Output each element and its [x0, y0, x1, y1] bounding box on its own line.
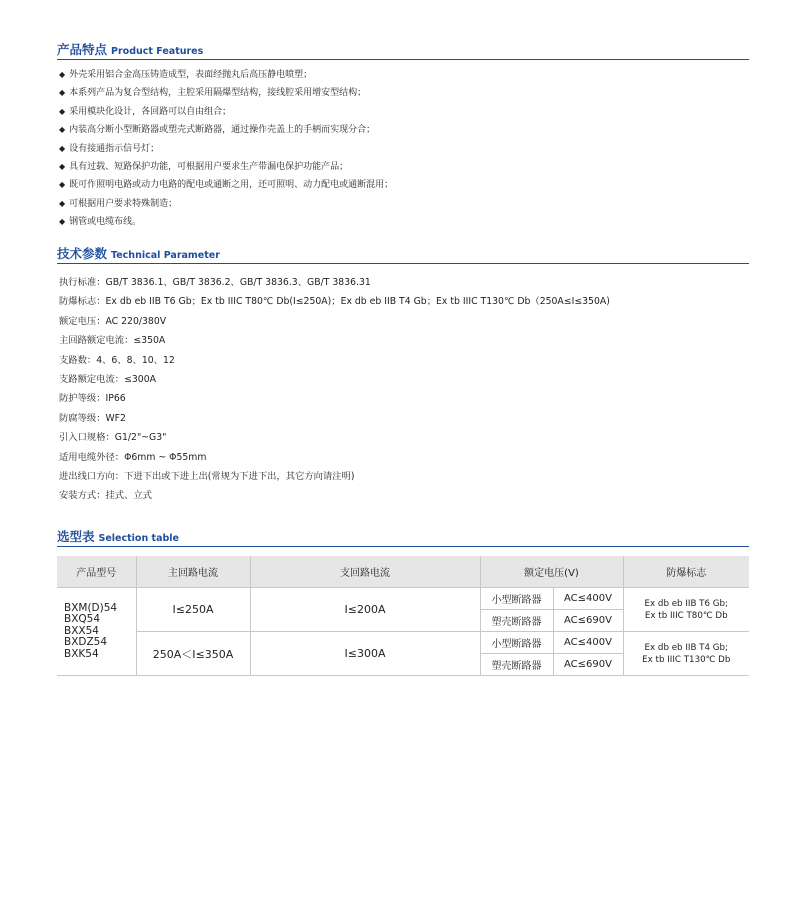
list-item: 防爆标志：Ex db eb IIB T6 Gb；Ex tb IIIC T80℃ Db(I≤250A)；Ex db eb IIB T4 Gb；Ex tb IIIC T130℃ Db（250A≤I≤350A) [59, 296, 610, 308]
table-row [57, 632, 749, 654]
model-name: BXQ54 [64, 613, 101, 626]
section-title-en: Product Features [111, 46, 204, 57]
model-name: BXX54 [64, 624, 99, 637]
diamond-bullet-icon: ◆ [59, 143, 66, 153]
main-current-cell: I≤250A [136, 588, 250, 632]
section-title-en: Selection table [98, 533, 179, 544]
list-item: 适用电缆外径：Φ6mm ~ Φ55mm [59, 451, 207, 463]
list-item: 进出线口方向：下进下出或下进上出(常规为下进下出，其它方向请注明) [59, 470, 355, 482]
main-current-cell: 250A＜I≤350A [136, 632, 250, 676]
list-item: 防护等级：IP66 [59, 393, 126, 405]
list-item: 执行标准：GB/T 3836.1、GB/T 3836.2、GB/T 3836.3、GB/T 3836.31 [59, 277, 371, 288]
selection-table [57, 556, 749, 676]
list-item: 支路额定电流：≤300A [59, 373, 156, 385]
column-header-main-current: 主回路电流 [136, 556, 250, 588]
breaker-type-cell: 塑壳断路器 [480, 654, 553, 676]
list-item: 安装方式：挂式、立式 [59, 490, 152, 502]
technical-parameter-heading [57, 243, 749, 264]
breaker-type-cell: 塑壳断路器 [480, 610, 553, 632]
diamond-bullet-icon: ◆ [59, 180, 66, 190]
breaker-type-cell: 小型断路器 [480, 588, 553, 610]
list-item: ◆ 具有过载、短路保护功能，可根据用户要求生产带漏电保护功能产品； [59, 161, 349, 172]
branch-current-cell: I≤300A [250, 632, 480, 676]
branch-current-cell: I≤200A [250, 588, 480, 632]
diamond-bullet-icon: ◆ [59, 88, 66, 98]
voltage-cell: AC≤400V [553, 588, 623, 610]
section-title-cn: 技术参数 [57, 246, 108, 261]
column-header-model: 产品型号 [57, 556, 136, 588]
voltage-cell: AC≤690V [553, 654, 623, 676]
selection-table-heading [57, 526, 749, 547]
explosion-mark-cell: Ex db eb IIB T6 Gb; Ex tb IIIC T80℃ Db [623, 588, 749, 632]
list-item: ◆ 钢管或电缆布线。 [59, 217, 142, 228]
technical-parameter-list [59, 273, 610, 506]
list-item: 主回路额定电流：≤350A [59, 335, 166, 347]
diamond-bullet-icon: ◆ [59, 198, 66, 208]
diamond-bullet-icon: ◆ [59, 106, 66, 116]
model-cell [57, 588, 136, 676]
model-name: BXM(D)54 [64, 601, 118, 614]
diamond-bullet-icon: ◆ [59, 70, 66, 79]
section-title-en: Technical Parameter [111, 250, 220, 261]
diamond-bullet-icon: ◆ [59, 161, 66, 171]
voltage-cell: AC≤400V [553, 632, 623, 654]
list-item: ◆ 本系列产品为复合型结构，主腔采用隔爆型结构，接线腔采用增安型结构； [59, 88, 367, 99]
column-header-branch-current: 支回路电流 [250, 556, 480, 588]
explosion-mark-cell: Ex db eb IIB T4 Gb; Ex tb IIIC T130℃ Db [623, 632, 749, 676]
list-item: ◆ 内装高分断小型断路器或塑壳式断路器，通过操作壳盖上的手柄而实现分合； [59, 125, 376, 136]
section-title-cn: 产品特点 [57, 42, 108, 57]
table-row [57, 588, 749, 610]
list-item: ◆ 既可作照明电路或动力电路的配电或通断之用，还可照明、动力配电或通断混用； [59, 180, 394, 191]
model-name: BXDZ54 [64, 636, 108, 649]
product-features-heading [57, 39, 749, 60]
list-item: 支路数：4、6、8、10、12 [59, 354, 175, 366]
list-item: 防腐等级：WF2 [59, 412, 126, 424]
list-item: ◆ 设有接通指示信号灯； [59, 143, 160, 154]
list-item: ◆ 外壳采用铝合金高压铸造成型，表面经抛丸后高压静电喷塑； [59, 70, 313, 80]
section-title-cn: 选型表 [57, 529, 95, 544]
diamond-bullet-icon: ◆ [59, 125, 66, 135]
model-name: BXK54 [64, 647, 99, 660]
list-item: 引入口规格：G1/2"~G3" [59, 432, 167, 444]
list-item: ◆ 采用模块化设计，各回路可以自由组合； [59, 106, 232, 117]
diamond-bullet-icon: ◆ [59, 217, 66, 227]
list-item: ◆ 可根据用户要求特殊制造； [59, 198, 178, 209]
breaker-type-cell: 小型断路器 [480, 632, 553, 654]
column-header-explosion-mark: 防爆标志 [623, 556, 749, 588]
list-item: 额定电压：AC 220/380V [59, 315, 167, 327]
table-header-row [57, 556, 749, 588]
features-list [59, 66, 393, 232]
column-header-rated-voltage: 额定电压(V) [480, 556, 623, 588]
voltage-cell: AC≤690V [553, 610, 623, 632]
